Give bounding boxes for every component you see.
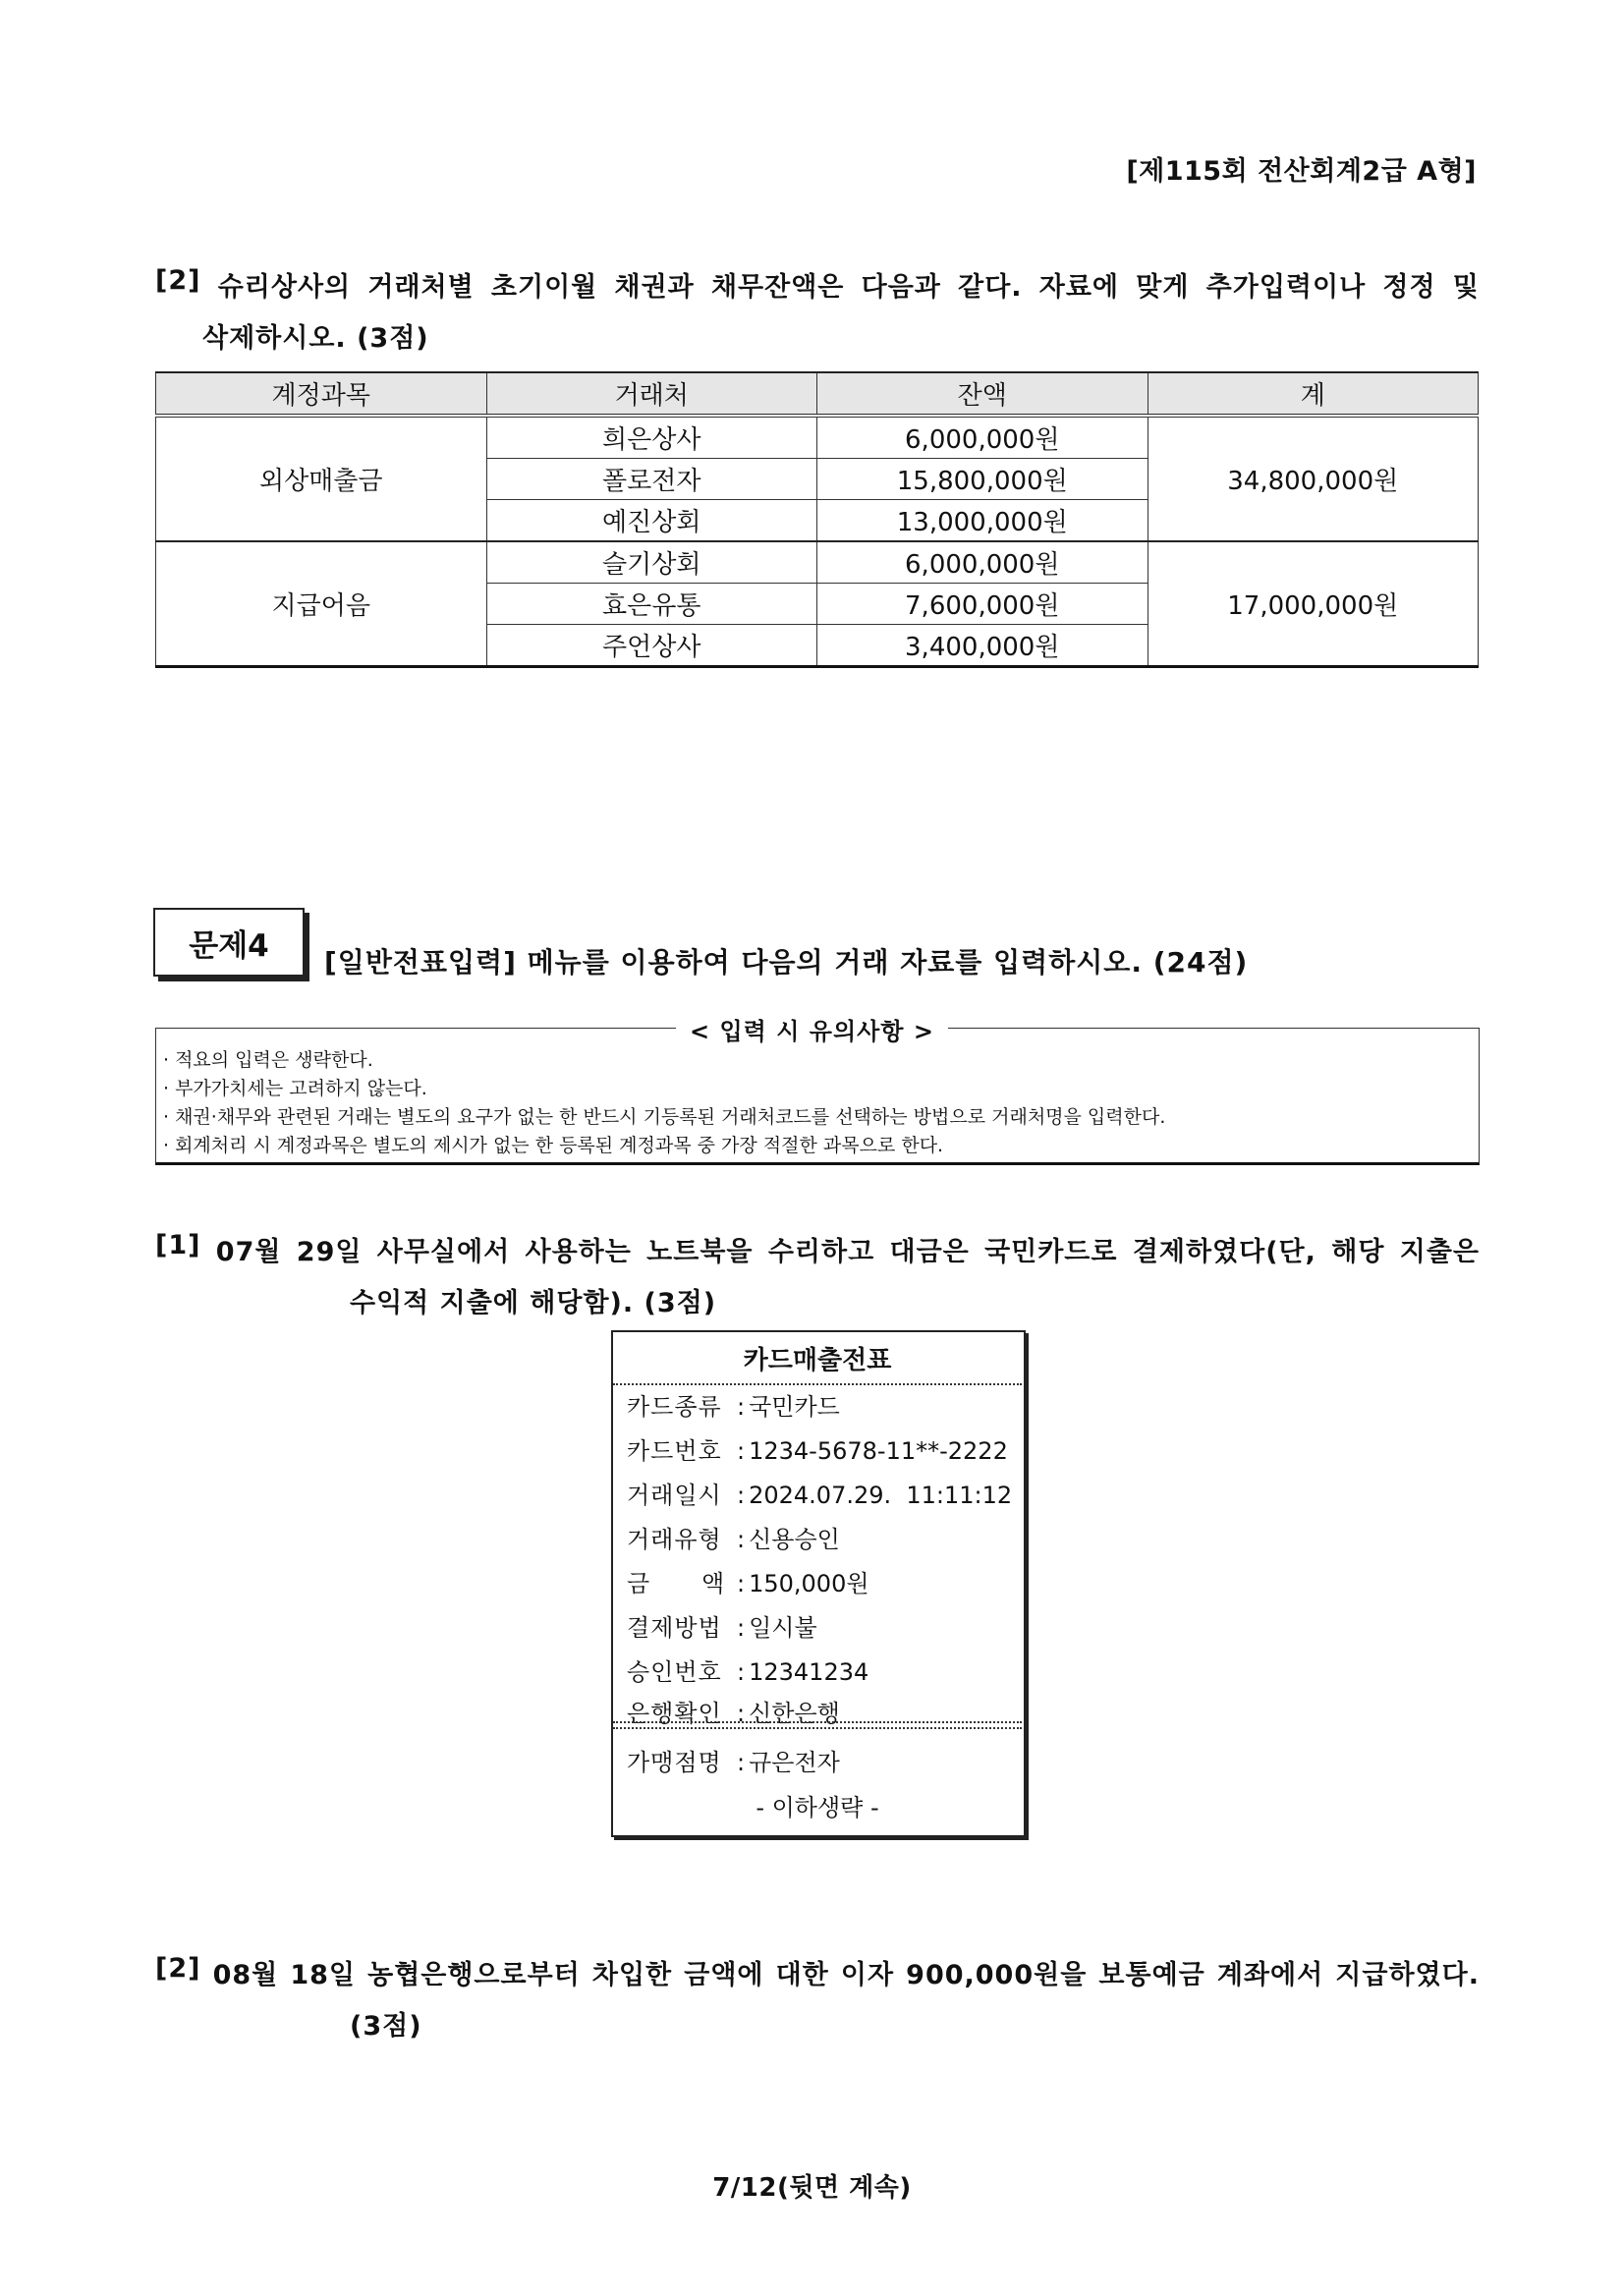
receipt-title: 카드매출전표: [743, 1346, 892, 1375]
question-word: 29일: [296, 1237, 363, 1267]
notes-title-wrap: [0, 1012, 1624, 1046]
question-word: 계좌에서: [1216, 1960, 1324, 1990]
receipt-row: 금 액 : 150,000원: [627, 1564, 869, 1598]
exam-tag: [제115회 전산회계2급 A형]: [1126, 156, 1477, 187]
question-word: 900,000원을: [906, 1960, 1088, 1990]
receipt-merchant-row: 가맹점명 : 규은전자: [627, 1743, 840, 1777]
question-word: 이자: [840, 1960, 895, 1990]
receipt-label: 가맹점명: [627, 1749, 722, 1776]
header-partner: 거래처: [486, 372, 817, 416]
partner-cell: 폴로전자: [486, 459, 817, 500]
receipt-row: 은행확인 : 신한은행: [627, 1694, 840, 1728]
receipt-value: 신한은행: [749, 1700, 840, 1727]
account-cell: 외상매출금: [156, 416, 487, 541]
question-word: 08월: [212, 1960, 279, 1990]
notes-title: < 입력 시 유의사항 >: [676, 1018, 948, 1045]
receipt-divider: [613, 1383, 1022, 1385]
receipt-row: 결제방법 : 일시불: [627, 1608, 817, 1643]
receipt-value: 12341234: [749, 1658, 869, 1686]
question-word: 해당: [1331, 1237, 1385, 1267]
question-word: 및: [1452, 272, 1480, 303]
question-word: 농협은행으로부터: [367, 1960, 581, 1990]
receipt-label: 카드번호: [627, 1437, 722, 1465]
amount-cell: 13,000,000원: [817, 500, 1148, 542]
question-word: 보통예금: [1098, 1960, 1205, 1990]
item-1-line2: 수익적 지출에 해당함). (3점): [350, 1288, 717, 1318]
receipt-label: 결제방법: [627, 1614, 722, 1642]
question-word: 초기이월: [490, 272, 598, 303]
page-footer: 7/12(뒷면 계속): [712, 2173, 912, 2203]
question-2-line2: 삭제하시오. (3점): [202, 323, 429, 354]
receipt-omitted: - 이하생략 -: [756, 1794, 879, 1821]
receipt-row: 승인번호 : 12341234: [627, 1652, 868, 1687]
note-item: · 채권·채무와 관련된 거래는 별도의 요구가 없는 한 반드시 기등록된 거래처코드를 선택하는 방법으로 거래처명을 입력한다.: [163, 1106, 1166, 1128]
receipt-value: 규은전자: [749, 1749, 840, 1776]
question-word: 슈리상사의: [217, 272, 352, 303]
amount-cell: 15,800,000원: [817, 459, 1148, 500]
question-word: 사무실에서: [376, 1237, 511, 1267]
total-cell: 17,000,000원: [1148, 541, 1479, 667]
receipt-label: 거래일시: [627, 1482, 722, 1509]
question-word: 대한: [775, 1960, 829, 1990]
receipt-value: 일시불: [749, 1614, 817, 1642]
receipt-divider: [613, 1727, 1022, 1729]
table-row: [156, 416, 1479, 459]
receipt-value: 신용승인: [749, 1526, 840, 1553]
balance-table: [155, 371, 1479, 668]
amount-cell: 6,000,000원: [817, 541, 1148, 584]
receipt-value: 2024.07.29. 11:11:12: [749, 1482, 1013, 1509]
question-word: 같다.: [958, 272, 1023, 303]
partner-cell: 주언상사: [486, 625, 817, 667]
question-2-line1: [155, 265, 1480, 304]
partner-cell: 희은상사: [486, 416, 817, 459]
question-word: 다음과: [861, 272, 941, 303]
problem-title: [일반전표입력] 메뉴를 이용하여 다음의 거래 자료를 입력하시오. (24점): [324, 946, 1249, 979]
receipt-row: 카드종류 : 국민카드: [627, 1387, 840, 1422]
question-word: 노트북을: [646, 1237, 754, 1267]
header-total: 계: [1148, 372, 1479, 416]
partner-cell: 예진상회: [486, 500, 817, 542]
note-item: · 회계처리 시 계정과목은 별도의 제시가 없는 한 등록된 계정과목 중 가장 적절한 과목으로 한다.: [163, 1135, 944, 1156]
question-word: 금액에: [684, 1960, 764, 1990]
item-2-line2: (3점): [350, 2011, 422, 2042]
partner-cell: 효은유통: [486, 584, 817, 625]
amount-cell: 3,400,000원: [817, 625, 1148, 667]
question-word: 정정: [1382, 272, 1436, 303]
receipt-value: 국민카드: [749, 1393, 840, 1421]
receipt-row: 거래일시 : 2024.07.29. 11:11:12: [627, 1476, 1012, 1510]
header-balance: 잔액: [817, 372, 1148, 416]
question-word: 07월: [215, 1237, 282, 1267]
item-1-line1: [155, 1230, 1480, 1268]
item-2-line1: [155, 1953, 1480, 1991]
question-word: 맞게: [1136, 272, 1190, 303]
note-item: · 적요의 입력은 생략한다.: [163, 1049, 373, 1071]
note-item: · 부가가치세는 고려하지 않는다.: [163, 1078, 427, 1099]
question-word: [2]: [155, 1953, 201, 1984]
question-word: 수리하고: [767, 1237, 875, 1267]
question-word: 18일: [290, 1960, 356, 1990]
question-word: 채권과: [614, 272, 695, 303]
table-header-row: [156, 372, 1479, 416]
amount-cell: 6,000,000원: [817, 416, 1148, 459]
receipt-value: 150,000원: [749, 1570, 869, 1597]
amount-cell: 7,600,000원: [817, 584, 1148, 625]
receipt-label: 금 액: [627, 1570, 726, 1597]
question-word: 자료에: [1038, 272, 1120, 303]
question-word: [1]: [155, 1230, 201, 1260]
partner-cell: 슬기상회: [486, 541, 817, 584]
problem-badge: 문제4: [153, 908, 305, 977]
receipt-label: 은행확인: [627, 1700, 722, 1727]
question-word: 추가입력이나: [1205, 272, 1367, 303]
receipt-row: 카드번호 : 1234-5678-11**-2222: [627, 1431, 1008, 1466]
question-word: 지출은: [1399, 1237, 1480, 1267]
receipt-label: 거래유형: [627, 1526, 722, 1553]
table-row: [156, 541, 1479, 584]
question-word: 대금은: [889, 1237, 970, 1267]
header-account: 계정과목: [156, 372, 487, 416]
question-word: 결제하였다(단,: [1132, 1237, 1316, 1267]
question-word: 차입한: [591, 1960, 673, 1990]
receipt-divider: [613, 1721, 1022, 1723]
receipt-label: 카드종류: [627, 1393, 722, 1421]
question-word: [2]: [155, 265, 201, 296]
question-word: 거래처별: [367, 272, 475, 303]
account-cell: 지급어음: [156, 541, 487, 667]
total-cell: 34,800,000원: [1148, 416, 1479, 541]
question-word: 사용하는: [525, 1237, 632, 1267]
receipt-value: 1234-5678-11**-2222: [749, 1437, 1008, 1465]
receipt-label: 승인번호: [627, 1658, 722, 1686]
receipt-row: 거래유형 : 신용승인: [627, 1520, 840, 1554]
question-word: 국민카드로: [984, 1237, 1118, 1267]
question-word: 지급하였다.: [1335, 1960, 1480, 1990]
question-word: 채무잔액은: [710, 272, 845, 303]
